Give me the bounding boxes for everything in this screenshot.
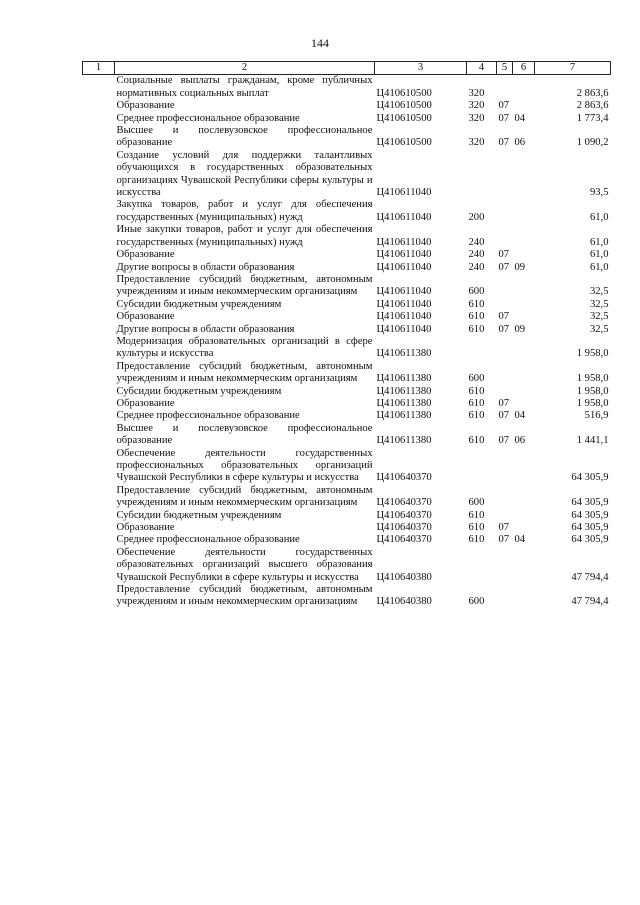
item-name: Другие вопросы в области образования bbox=[116, 323, 295, 335]
blank-cell bbox=[83, 510, 115, 522]
blank-cell bbox=[83, 522, 115, 534]
subsection-code bbox=[513, 510, 535, 522]
amount: 32,5 bbox=[589, 298, 609, 310]
section-code bbox=[497, 361, 513, 386]
amount: 1 958,0 bbox=[576, 397, 609, 409]
expense-type bbox=[467, 448, 497, 485]
expense-type: 600 bbox=[468, 286, 485, 298]
item-name: Обеспечение деятельности государственных профессиональных образовательных организаций Чувашской Республики в сфере культуры и искусства bbox=[116, 447, 373, 484]
section-code: 07 bbox=[498, 311, 510, 323]
column-header: 2 bbox=[115, 62, 375, 75]
section-code: 07 bbox=[498, 112, 510, 124]
subsection-code bbox=[513, 100, 535, 112]
subsection-code bbox=[513, 398, 535, 410]
section-code bbox=[497, 299, 513, 311]
amount: 61,0 bbox=[589, 249, 609, 261]
amount: 64 305,9 bbox=[571, 522, 609, 534]
subsection-code bbox=[513, 249, 535, 261]
target-code: Ц410611040 bbox=[376, 187, 432, 199]
expense-type bbox=[467, 336, 497, 361]
blank-cell bbox=[83, 299, 115, 311]
blank-cell bbox=[83, 386, 115, 398]
expense-type: 240 bbox=[468, 249, 485, 261]
expense-type: 610 bbox=[468, 534, 485, 546]
item-name: Образование bbox=[116, 397, 175, 409]
expense-type: 610 bbox=[468, 323, 485, 335]
item-name: Создание условий для поддержки талантливых обучающихся в государственных образовательных организациях Чувашской Республики сферы культуры и искусства bbox=[116, 149, 373, 199]
table-row bbox=[83, 398, 611, 410]
table-row bbox=[83, 299, 611, 311]
subsection-code: 04 bbox=[514, 410, 526, 422]
section-code bbox=[497, 150, 513, 200]
section-code: 07 bbox=[498, 100, 510, 112]
target-code: Ц410610500 bbox=[376, 137, 432, 149]
section-code bbox=[497, 274, 513, 299]
subsection-code bbox=[513, 361, 535, 386]
blank-cell bbox=[83, 324, 115, 336]
subsection-code bbox=[513, 485, 535, 510]
expense-type: 610 bbox=[468, 385, 485, 397]
amount: 1 958,0 bbox=[576, 348, 609, 360]
item-name: Предоставление субсидий бюджетным, автономным учреждениям и иным некоммерческим организациям bbox=[116, 360, 373, 385]
table-row bbox=[83, 311, 611, 323]
expense-type: 610 bbox=[468, 410, 485, 422]
target-code: Ц410611380 bbox=[376, 397, 432, 409]
expense-type: 240 bbox=[468, 236, 485, 248]
table-row bbox=[83, 448, 611, 485]
expense-type: 610 bbox=[468, 522, 485, 534]
amount: 64 305,9 bbox=[571, 534, 609, 546]
section-code: 07 bbox=[498, 435, 510, 447]
section-code: 07 bbox=[498, 323, 510, 335]
amount: 1 090,2 bbox=[576, 137, 609, 149]
section-code: 07 bbox=[498, 522, 510, 534]
blank-cell bbox=[83, 584, 115, 609]
column-header: 4 bbox=[467, 62, 497, 75]
amount: 61,0 bbox=[589, 211, 609, 223]
blank-cell bbox=[83, 336, 115, 361]
subsection-code: 09 bbox=[514, 323, 526, 335]
expense-type bbox=[467, 150, 497, 200]
blank-cell bbox=[83, 75, 115, 100]
expense-type: 320 bbox=[468, 112, 485, 124]
column-header: 1 bbox=[83, 62, 115, 75]
amount: 93,5 bbox=[589, 187, 609, 199]
item-name: Образование bbox=[116, 522, 175, 534]
table-row bbox=[83, 361, 611, 386]
target-code: Ц410611040 bbox=[376, 261, 432, 273]
table-row bbox=[83, 224, 611, 249]
blank-cell bbox=[83, 547, 115, 584]
subsection-code: 09 bbox=[514, 261, 526, 273]
subsection-code bbox=[513, 274, 535, 299]
section-code: 07 bbox=[498, 261, 510, 273]
subsection-code: 06 bbox=[514, 137, 526, 149]
item-name: Обеспечение деятельности государственных образовательных организаций высшего образования Чувашской Республики в сфере культуры и искусства bbox=[116, 546, 373, 583]
subsection-code bbox=[513, 336, 535, 361]
subsection-code bbox=[513, 299, 535, 311]
blank-cell bbox=[83, 150, 115, 200]
subsection-code: 06 bbox=[514, 435, 526, 447]
amount: 1 958,0 bbox=[576, 385, 609, 397]
subsection-code bbox=[513, 448, 535, 485]
section-code: 07 bbox=[498, 397, 510, 409]
item-name: Предоставление субсидий бюджетным, автономным учреждениям и иным некоммерческим организациям bbox=[116, 484, 373, 509]
table-body bbox=[83, 75, 611, 609]
blank-cell bbox=[83, 100, 115, 112]
page-number: 144 bbox=[311, 36, 329, 50]
table-row bbox=[83, 274, 611, 299]
target-code: Ц410640380 bbox=[376, 596, 432, 608]
target-code: Ц410610500 bbox=[376, 87, 432, 99]
section-code bbox=[497, 75, 513, 100]
subsection-code: 04 bbox=[514, 112, 526, 124]
target-code: Ц410611040 bbox=[376, 211, 432, 223]
target-code: Ц410640370 bbox=[376, 509, 432, 521]
blank-cell bbox=[83, 262, 115, 274]
amount: 2 863,6 bbox=[576, 87, 609, 99]
amount: 32,5 bbox=[589, 286, 609, 298]
table-row bbox=[83, 100, 611, 112]
target-code: Ц410611380 bbox=[376, 348, 432, 360]
section-code: 07 bbox=[498, 249, 510, 261]
table-row bbox=[83, 534, 611, 546]
target-code: Ц410611380 bbox=[376, 373, 432, 385]
item-name: Иные закупки товаров, работ и услуг для обеспечения государственных (муниципальных) нужд bbox=[116, 224, 373, 248]
expense-type: 610 bbox=[468, 435, 485, 447]
column-header: 7 bbox=[535, 62, 611, 75]
item-name: Среднее профессиональное образование bbox=[116, 410, 300, 422]
budget-table bbox=[82, 61, 611, 609]
subsection-code: 04 bbox=[514, 534, 526, 546]
target-code: Ц410611040 bbox=[376, 249, 432, 261]
target-code: Ц410610500 bbox=[376, 100, 432, 112]
blank-cell bbox=[83, 113, 115, 125]
expense-type: 600 bbox=[468, 596, 485, 608]
section-code: 07 bbox=[498, 534, 510, 546]
amount: 61,0 bbox=[589, 261, 609, 273]
blank-cell bbox=[83, 485, 115, 510]
target-code: Ц410640370 bbox=[376, 522, 432, 534]
blank-cell bbox=[83, 423, 115, 448]
blank-cell bbox=[83, 125, 115, 150]
target-code: Ц410611040 bbox=[376, 298, 432, 310]
target-code: Ц410611040 bbox=[376, 311, 432, 323]
amount: 1 441,1 bbox=[576, 435, 609, 447]
amount: 64 305,9 bbox=[571, 497, 609, 509]
subsection-code bbox=[513, 386, 535, 398]
expense-type: 610 bbox=[468, 509, 485, 521]
item-name: Социальные выплаты гражданам, кроме публичных нормативных социальных выплат bbox=[116, 75, 373, 99]
column-number-header bbox=[83, 62, 611, 75]
column-header: 6 bbox=[513, 62, 535, 75]
expense-type: 200 bbox=[468, 211, 485, 223]
item-name: Другие вопросы в области образования bbox=[116, 261, 295, 273]
subsection-code bbox=[513, 75, 535, 100]
amount: 2 863,6 bbox=[576, 100, 609, 112]
section-code bbox=[497, 199, 513, 224]
amount: 32,5 bbox=[589, 311, 609, 323]
blank-cell bbox=[83, 249, 115, 261]
section-code bbox=[497, 448, 513, 485]
target-code: Ц410611040 bbox=[376, 323, 432, 335]
target-code: Ц410640370 bbox=[376, 497, 432, 509]
expense-type: 610 bbox=[468, 397, 485, 409]
target-code: Ц410640380 bbox=[376, 571, 432, 583]
item-name: Образование bbox=[116, 249, 175, 261]
table-row bbox=[83, 423, 611, 448]
table-row bbox=[83, 262, 611, 274]
target-code: Ц410611040 bbox=[376, 286, 432, 298]
section-code bbox=[497, 584, 513, 609]
table-row bbox=[83, 510, 611, 522]
table-row bbox=[83, 584, 611, 609]
table-row bbox=[83, 125, 611, 150]
table-row bbox=[83, 522, 611, 534]
item-name: Образование bbox=[116, 100, 175, 112]
blank-cell bbox=[83, 534, 115, 546]
column-header: 5 bbox=[497, 62, 513, 75]
item-name: Образование bbox=[116, 311, 175, 323]
section-code bbox=[497, 224, 513, 249]
table-row bbox=[83, 485, 611, 510]
section-code bbox=[497, 336, 513, 361]
amount: 47 794,4 bbox=[571, 571, 609, 583]
target-code: Ц410611380 bbox=[376, 385, 432, 397]
amount: 47 794,4 bbox=[571, 596, 609, 608]
item-name: Среднее профессиональное образование bbox=[116, 534, 300, 546]
item-name: Предоставление субсидий бюджетным, автономным учреждениям и иным некоммерческим организациям bbox=[116, 273, 373, 298]
section-code bbox=[497, 386, 513, 398]
item-name: Субсидии бюджетным учреждениям bbox=[116, 385, 282, 397]
amount: 64 305,9 bbox=[571, 509, 609, 521]
section-code bbox=[497, 510, 513, 522]
target-code: Ц410611380 bbox=[376, 410, 432, 422]
table-row bbox=[83, 75, 611, 100]
table-row bbox=[83, 199, 611, 224]
target-code: Ц410640370 bbox=[376, 472, 432, 484]
expense-type: 610 bbox=[468, 311, 485, 323]
item-name: Высшее и послевузовское профессиональное образование bbox=[116, 125, 373, 149]
subsection-code bbox=[513, 522, 535, 534]
table-row bbox=[83, 150, 611, 200]
table-row bbox=[83, 547, 611, 584]
section-code: 07 bbox=[498, 410, 510, 422]
expense-type: 320 bbox=[468, 137, 485, 149]
amount: 1 773,4 bbox=[576, 112, 609, 124]
item-name: Субсидии бюджетным учреждениям bbox=[116, 298, 282, 310]
expense-type: 610 bbox=[468, 298, 485, 310]
subsection-code bbox=[513, 584, 535, 609]
expense-type: 240 bbox=[468, 261, 485, 273]
subsection-code bbox=[513, 199, 535, 224]
amount: 64 305,9 bbox=[571, 472, 609, 484]
section-code bbox=[497, 485, 513, 510]
table-row bbox=[83, 386, 611, 398]
blank-cell bbox=[83, 311, 115, 323]
expense-type: 600 bbox=[468, 373, 485, 385]
expense-type: 600 bbox=[468, 497, 485, 509]
target-code: Ц410611380 bbox=[376, 435, 432, 447]
expense-type bbox=[467, 547, 497, 584]
blank-cell bbox=[83, 224, 115, 249]
item-name: Среднее профессиональное образование bbox=[116, 112, 300, 124]
item-name: Модернизация образовательных организаций в сфере культуры и искусства bbox=[116, 335, 373, 360]
item-name: Субсидии бюджетным учреждениям bbox=[116, 509, 282, 521]
section-code bbox=[497, 547, 513, 584]
expense-type: 320 bbox=[468, 87, 485, 99]
target-code: Ц410640370 bbox=[376, 534, 432, 546]
blank-cell bbox=[83, 398, 115, 410]
amount: 1 958,0 bbox=[576, 373, 609, 385]
item-name: Высшее и послевузовское профессиональное образование bbox=[116, 422, 373, 447]
item-name: Предоставление субсидий бюджетным, автономным учреждениям и иным некоммерческим организациям bbox=[116, 584, 373, 608]
blank-cell bbox=[83, 448, 115, 485]
amount: 32,5 bbox=[589, 323, 609, 335]
blank-cell bbox=[83, 410, 115, 422]
subsection-code bbox=[513, 150, 535, 200]
blank-cell bbox=[83, 274, 115, 299]
section-code: 07 bbox=[498, 137, 510, 149]
subsection-code bbox=[513, 224, 535, 249]
table-row bbox=[83, 324, 611, 336]
table-row bbox=[83, 410, 611, 422]
subsection-code bbox=[513, 311, 535, 323]
blank-cell bbox=[83, 361, 115, 386]
item-name: Закупка товаров, работ и услуг для обеспечения государственных (муниципальных) нужд bbox=[116, 199, 373, 223]
table-row bbox=[83, 336, 611, 361]
table-row bbox=[83, 249, 611, 261]
blank-cell bbox=[83, 199, 115, 224]
amount: 61,0 bbox=[589, 236, 609, 248]
expense-type: 320 bbox=[468, 100, 485, 112]
table-row bbox=[83, 113, 611, 125]
amount: 516,9 bbox=[584, 410, 609, 422]
column-header: 3 bbox=[375, 62, 467, 75]
subsection-code bbox=[513, 547, 535, 584]
target-code: Ц410610500 bbox=[376, 112, 432, 124]
target-code: Ц410611040 bbox=[376, 236, 432, 248]
